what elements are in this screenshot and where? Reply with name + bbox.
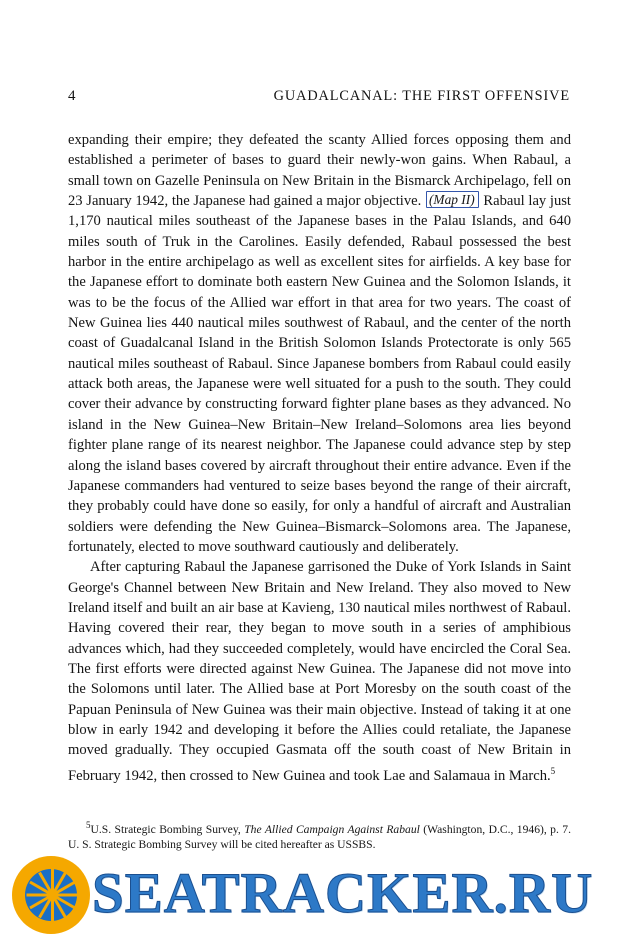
paragraph-1 [68,130,571,557]
paragraph-1-part-1: expanding their empire; they defeated the scanty Allied forces opposing them and established a perimeter of bases to guard their newly-won gains. When Rabaul, a small town on Gazelle Peninsula on New Britain in the Bismarck Archipelago, fell on 23 January 1942, the Japanese had gained a major objective. [68,132,571,210]
paragraph-1-part-2: Rabaul lay just 1,170 nautical miles southeast of the Japanese bases in the Palau Islands, and 640 miles south of Truk in the Carolines. Easily defended, Rabaul possessed the best harbor in the entire archipelago as well as excellent sites for airfields. A key base for the Japanese effort to dominate both eastern New Guinea and the Solomon Islands, it was to be the focus of the Allied war effort in that area for two years. The coast of New Guinea lies 440 nautical miles southwest of Rabaul, and the center of the north coast of Guadalcanal Island in the British Solomon Islands Protectorate is only 565 nautical miles southeast of Rabaul. Since Japanese bombers from Rabaul could easily attack both areas, the Japanese were well situated for a push to the south. They could cover their advance by constructing forward fighter plane bases as they advanced. No island in the New Guinea–New Britain–New Ireland–Solomons area lies beyond fighter plane range of its nearest neighbor. The Japanese could advance step by step along the island bases covered by aircraft throughout their entire advance. Even if the Japanese commanders had ventured to seize bases beyond the range of their aircraft, they probably could have done so easily, for only a handful of aircraft and Australian soldiers were defending the New Guinea–Bismarck–Solomons area. The Japanese, fortunately, elected to move southward cautiously and deliberately. [68,193,571,555]
watermark [0,848,637,944]
paragraph-2 [68,557,571,786]
footnote-text-part-2: (Washington, D.C., 1946), p. 7. U. S. Strategic Bombing Survey will be cited hereafter as USSBS. [68,822,572,852]
footnote-reference-5[interactable]: 5 [550,765,556,776]
map-reference-box[interactable]: (Map II) [426,191,479,208]
footnote-marker: 5 [86,820,91,830]
watermark-text: SEATRACKER.RU [92,862,594,925]
body-text [68,130,571,786]
page-number: 4 [68,88,76,104]
sun-rays [25,869,77,921]
footnote-text-part-1: U.S. Strategic Bombing Survey, [90,822,241,836]
running-head: GUADALCANAL: THE FIRST OFFENSIVE [273,88,570,104]
footnote-italic-title: The Allied Campaign Against Rabaul [244,822,420,836]
paragraph-2-text: After capturing Rabaul the Japanese garrisoned the Duke of York Islands in Saint George's Channel between New Britain and New Ireland. They also moved to New Ireland itself and built an air base at Kavieng, 130 nautical miles northwest of Rabaul. Having covered their rear, they began to move south in a series of amphibious advances which, had they succeeded completely, would have encircled the Coral Sea. The first efforts were directed against New Guinea. The Japanese did not move into the Solomons until later. The Allied base at Port Moresby on the south coast of the Papuan Peninsula of New Guinea was their main objective. Instead of taking it at one blow in early 1942 and developing it before the Allies could retaliate, the Japanese moved gradually. They occupied Gasmata off the south coast of New Britain in February 1942, then crossed to New Guinea and took Lae and Salamaua in March. [68,559,571,784]
page-header [68,88,570,108]
sun-icon [12,856,90,934]
